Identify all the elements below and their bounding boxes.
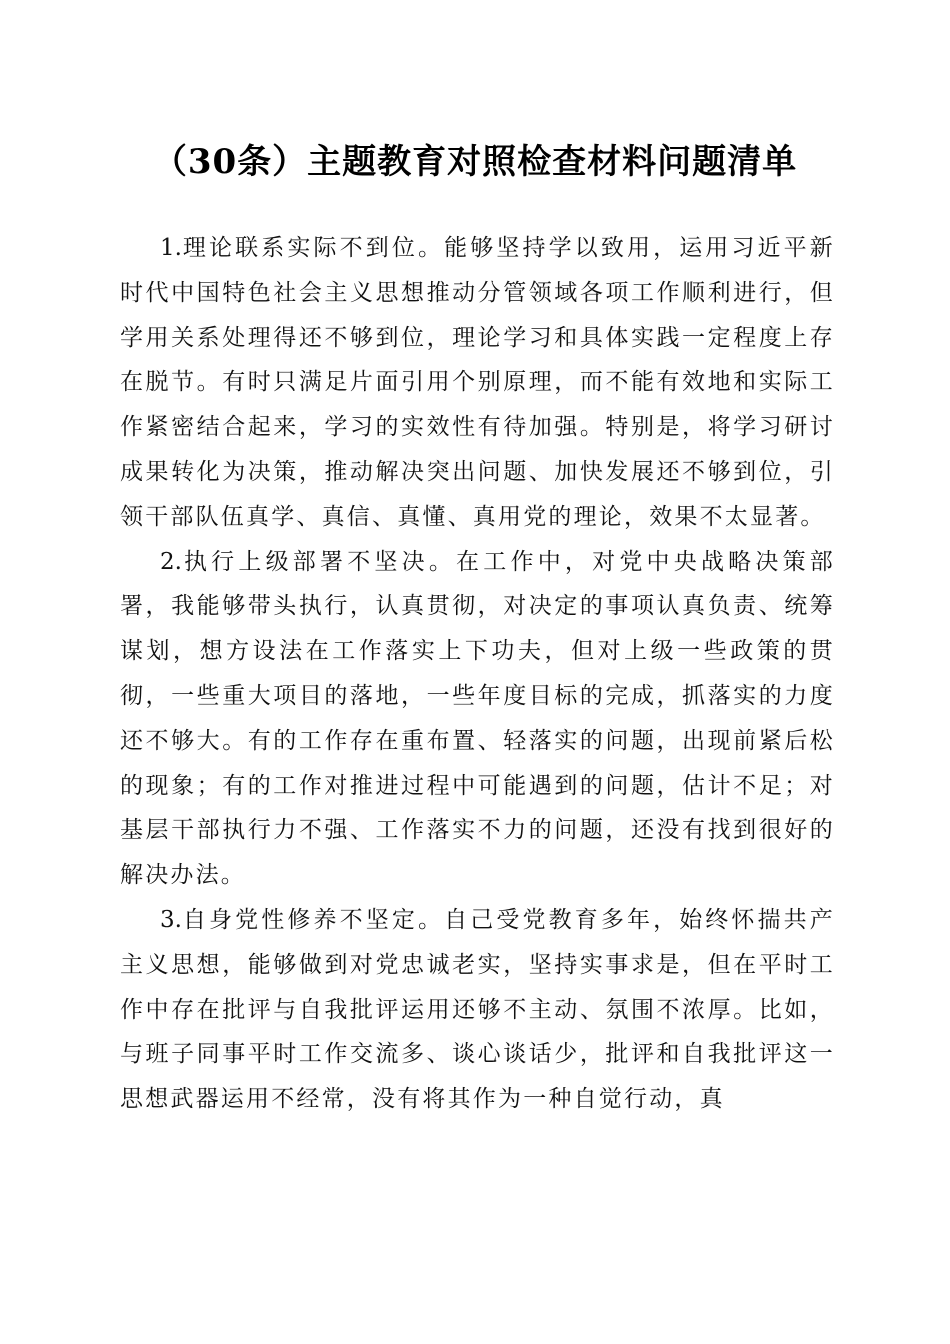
- paragraph-1: [120, 226, 835, 540]
- document-body: [120, 226, 835, 1122]
- paragraph-number: 2.: [160, 548, 182, 575]
- paragraph-text: 自身党性修养不坚定。自己受党教育多年，始终怀揣共产主义思想，能够做到对党忠诚老实，坚持实事求是，但在平时工作中存在批评与自我批评运用还够不主动、氛围不浓厚。比如，与班子同事平时工作交流多、谈心谈话少，批评和自我批评这一思想武器运用不经常，没有将其作为一种自觉行动，真: [120, 906, 835, 1113]
- paragraph-number: 3.: [160, 906, 182, 933]
- paragraph-2: [120, 540, 835, 898]
- paragraph-text: 执行上级部署不坚决。在工作中，对党中央战略决策部署，我能够带头执行，认真贯彻，对决定的事项认真负责、统筹谋划，想方设法在工作落实上下功夫，但对上级一些政策的贯彻，一些重大项目的落地，一些年度目标的完成，抓落实的力度还不够大。有的工作存在重布置、轻落实的问题，出现前紧后松的现象；有的工作对推进过程中可能遇到的问题，估计不足；对基层干部执行力不强、工作落实不力的问题，还没有找到很好的解决办法。: [120, 548, 835, 889]
- paragraph-number: 1.: [160, 235, 182, 261]
- paragraph-text: 理论联系实际不到位。能够坚持学以致用，运用习近平新时代中国特色社会主义思想推动分管领域各项工作顺利进行，但学用关系处理得还不够到位，理论学习和具体实践一定程度上存在脱节。有时只满足片面引用个别原理，而不能有效地和实际工作紧密结合起来，学习的实效性有待加强。特别是，将学习研讨成果转化为决策，推动解决突出问题、加快发展还不够到位，引领干部队伍真学、真信、真懂、真用党的理论，效果不太显著。: [120, 235, 835, 530]
- paragraph-3: [120, 898, 835, 1122]
- document-title: （30条）主题教育对照检查材料问题清单: [152, 142, 798, 182]
